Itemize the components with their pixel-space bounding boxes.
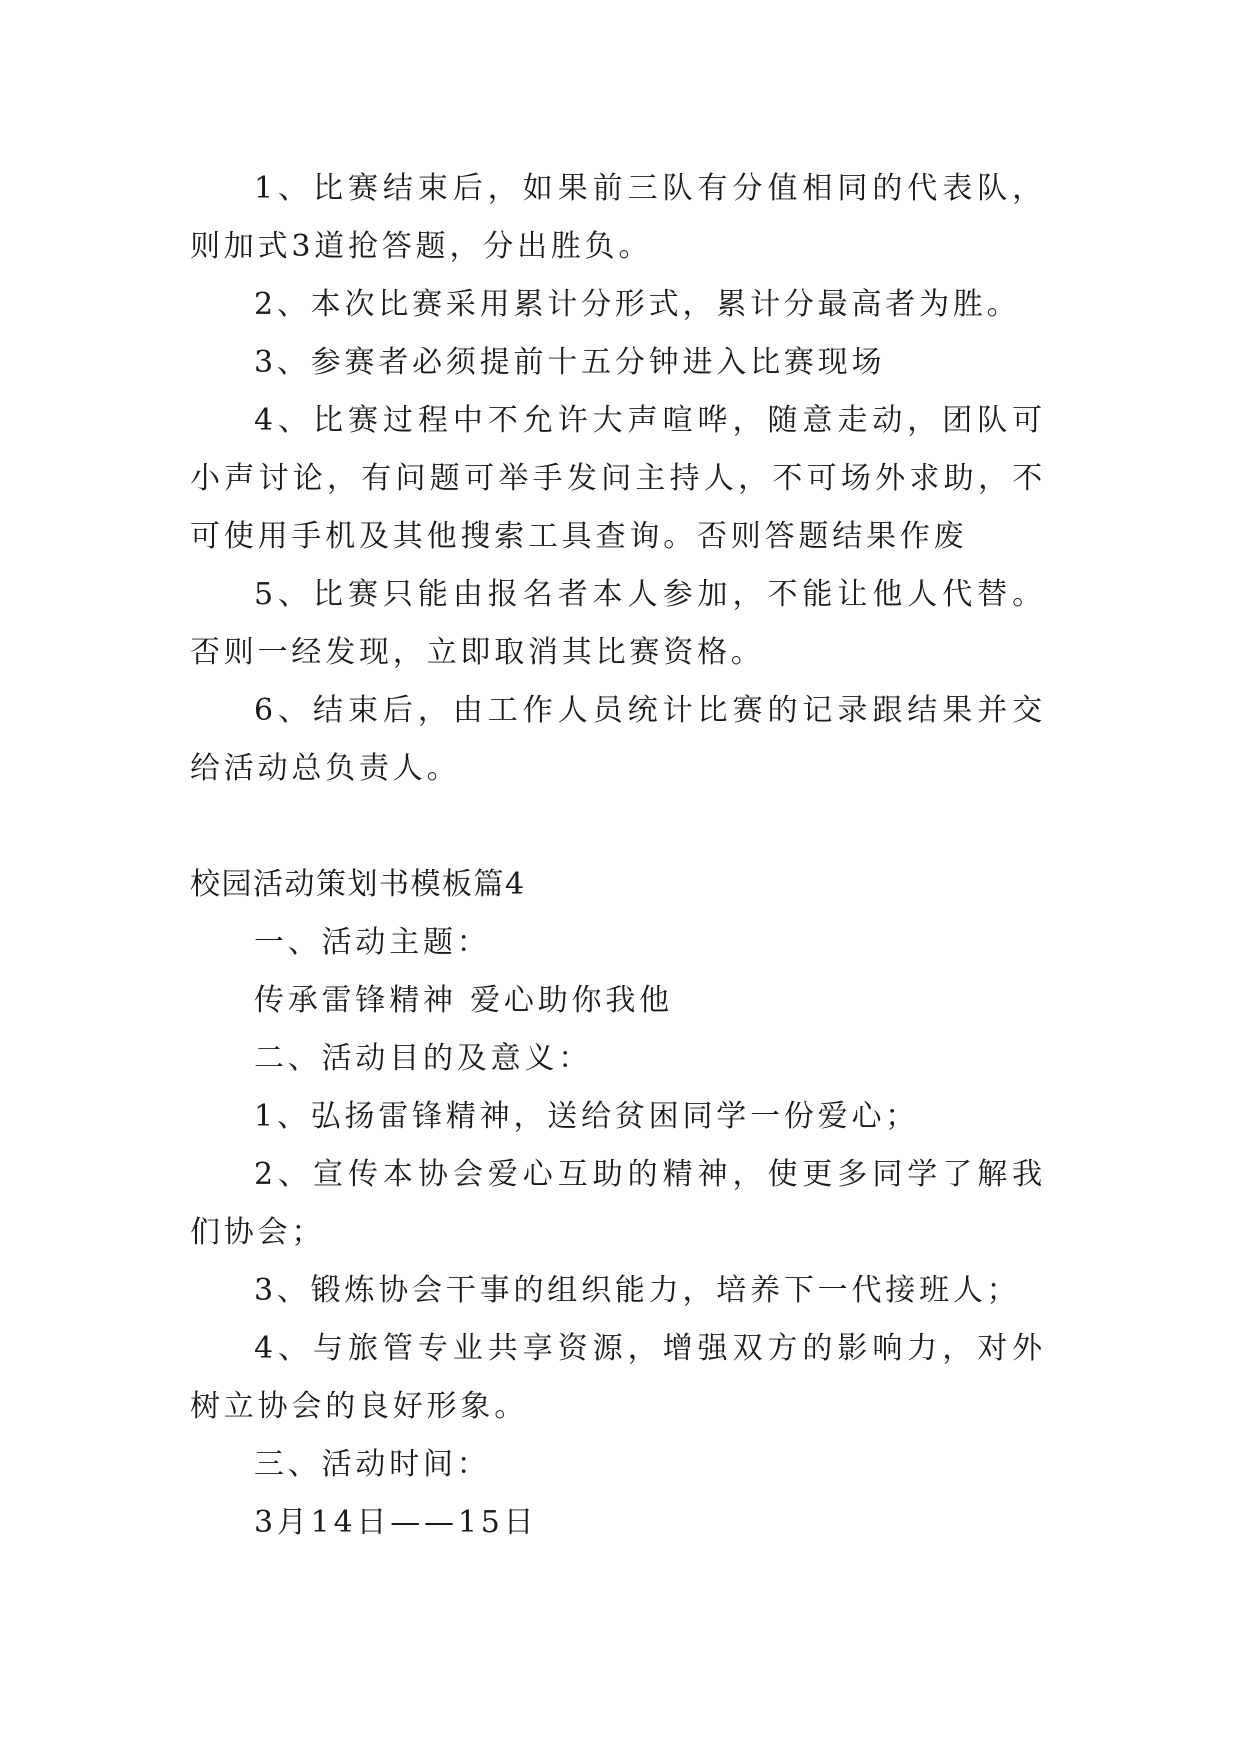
section-spacer [190,798,1046,856]
theme-label: 一、活动主题： [254,925,491,960]
rule-paragraph-4: 4、比赛过程中不允许大声喧哗，随意走动，团队可小声讨论，有问题可举手发问主持人，不可场外求助，不可使用手机及其他搜索工具查询。否则答题结果作废 [190,403,1046,554]
purpose-item-4: 4、与旅管专业共享资源，增强双方的影响力，对外树立协会的良好形象。 [190,1331,1046,1424]
purpose-item-3: 3、锻炼协会干事的组织能力，培养下一代接班人； [254,1273,1021,1308]
rule-paragraph-5: 5、比赛只能由报名者本人参加，不能让他人代替。否则一经发现，立即取消其比赛资格。 [190,577,1046,670]
time-label: 三、活动时间： [254,1447,491,1482]
section-title: 校园活动策划书模板篇4 [190,867,526,902]
purpose-item-2: 2、宣传本协会爱心互助的精神，使更多同学了解我们协会； [190,1157,1046,1250]
rule-paragraph-1: 1、比赛结束后，如果前三队有分值相同的代表队，则加式3道抢答题，分出胜负。 [190,171,1046,264]
theme-value: 传承雷锋精神 爱心助你我他 [254,983,673,1018]
rule-paragraph-2: 2、本次比赛采用累计分形式，累计分最高者为胜。 [254,287,1021,322]
rule-paragraph-6: 6、结束后，由工作人员统计比赛的记录跟结果并交给活动总负责人。 [190,693,1046,786]
document-body [190,160,1046,1552]
rule-paragraph-3: 3、参赛者必须提前十五分钟进入比赛现场 [254,345,886,380]
purpose-item-1: 1、弘扬雷锋精神，送给贫困同学一份爱心； [254,1099,920,1134]
purpose-label: 二、活动目的及意义： [254,1041,592,1076]
time-value: 3月14日——15日 [254,1505,538,1540]
